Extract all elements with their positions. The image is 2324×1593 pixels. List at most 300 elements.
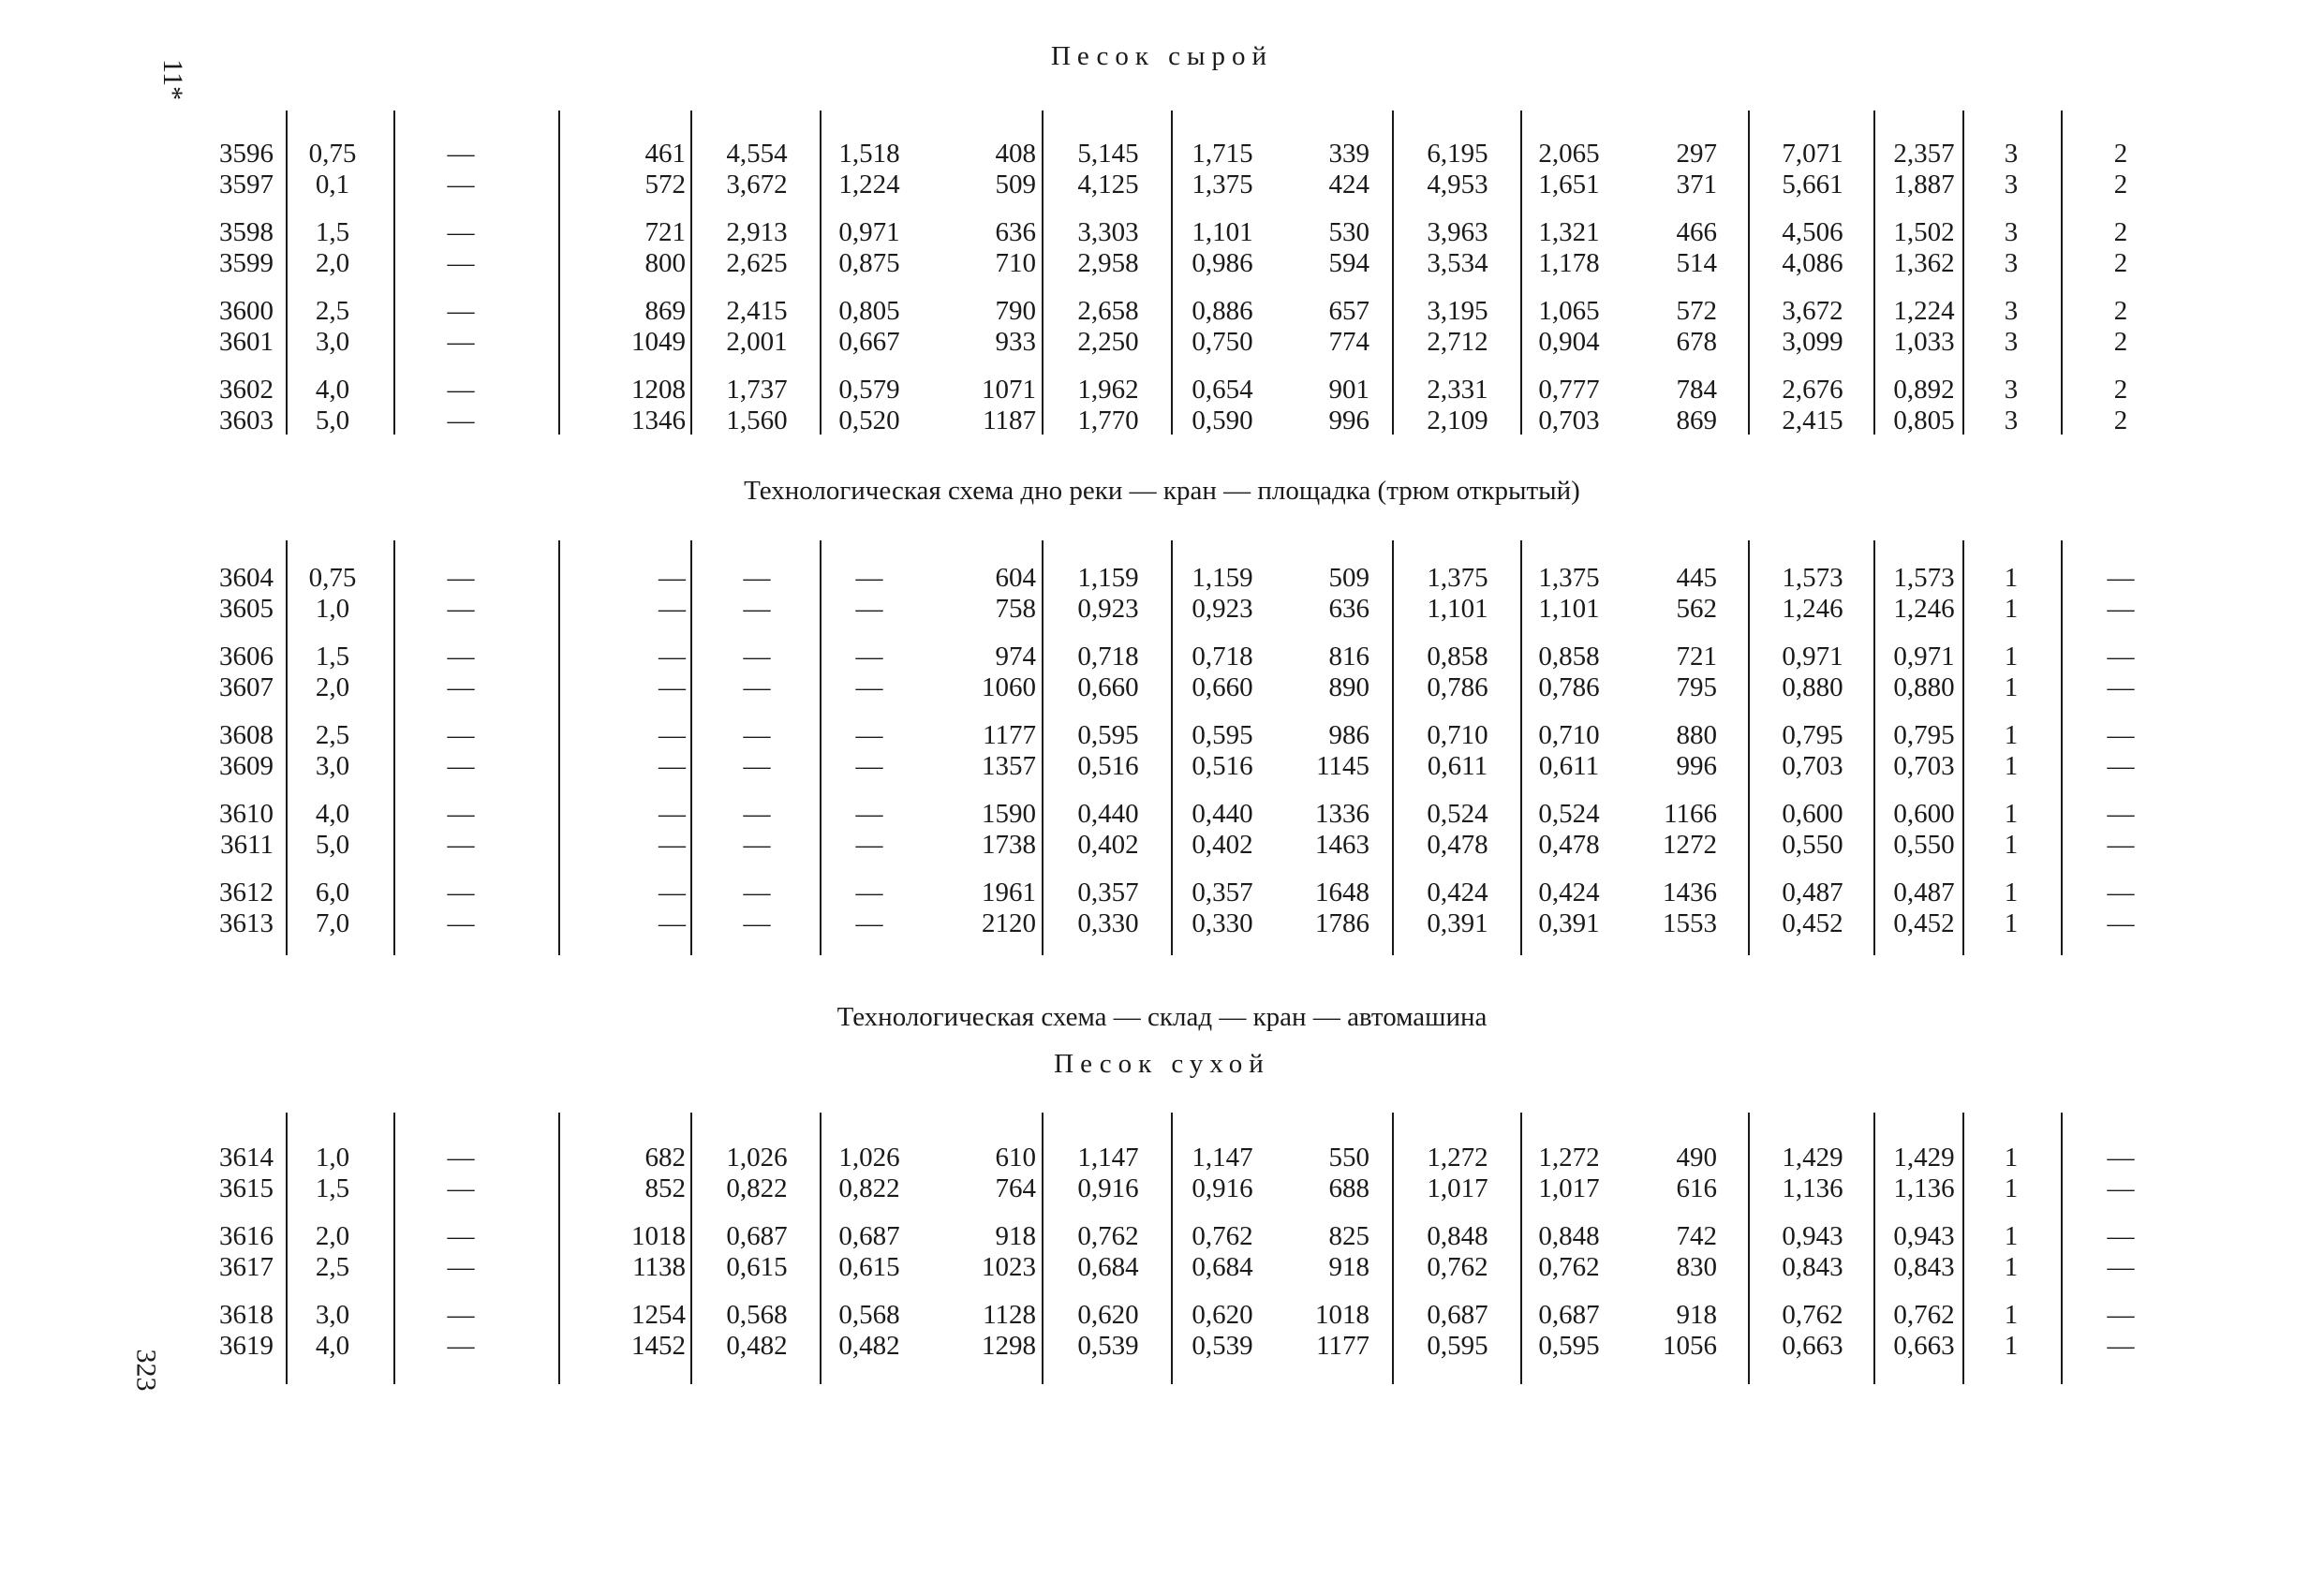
table-cell: 1,065 bbox=[1538, 296, 1600, 326]
table-cell: 4,086 bbox=[1782, 248, 1843, 278]
table-cell: 3,099 bbox=[1782, 327, 1843, 357]
table-cell: 0,795 bbox=[1782, 720, 1843, 750]
table-cell: 0,524 bbox=[1538, 799, 1600, 829]
row-number-cell: 3604 bbox=[219, 563, 274, 593]
table-cell: 1023 bbox=[982, 1252, 1036, 1282]
table-cell: 0,402 bbox=[1192, 830, 1253, 860]
table-cell: 1071 bbox=[982, 375, 1036, 405]
table-cell: 3 bbox=[2004, 217, 2019, 247]
table-cell: — bbox=[855, 594, 883, 624]
table-cell: 1177 bbox=[1316, 1331, 1369, 1361]
table-cell: 7,071 bbox=[1782, 139, 1843, 169]
table-cell: 3,0 bbox=[315, 1300, 350, 1330]
table-cell: 0,568 bbox=[838, 1300, 900, 1330]
table-cell: — bbox=[2107, 1173, 2135, 1203]
table-cell: 0,904 bbox=[1538, 327, 1600, 357]
table-cell: 0,667 bbox=[838, 327, 900, 357]
table-cell: 0,718 bbox=[1192, 642, 1253, 671]
table-cell: 1786 bbox=[1315, 908, 1369, 938]
table-cell: 6,0 bbox=[315, 878, 350, 907]
column-divider bbox=[1748, 540, 1750, 955]
table-cell: 880 bbox=[1676, 720, 1717, 750]
table-cell: 0,858 bbox=[1538, 642, 1600, 671]
table-cell: 4,554 bbox=[726, 139, 788, 169]
table-cell: 0,805 bbox=[838, 296, 900, 326]
column-divider bbox=[1392, 1113, 1394, 1384]
table-cell: 0,762 bbox=[1427, 1252, 1488, 1282]
table-cell: — bbox=[447, 799, 475, 829]
table-cell: — bbox=[2107, 751, 2135, 781]
table-cell: — bbox=[447, 594, 475, 624]
table-cell: — bbox=[2107, 1331, 2135, 1361]
table-cell: 1,560 bbox=[726, 406, 788, 435]
table-cell: 408 bbox=[995, 139, 1036, 169]
table-cell: 0,487 bbox=[1782, 878, 1843, 907]
table-cell: 1,246 bbox=[1782, 594, 1843, 624]
table-cell: 0,487 bbox=[1893, 878, 1955, 907]
table-cell: 1648 bbox=[1315, 878, 1369, 907]
table-cell: 0,452 bbox=[1782, 908, 1843, 938]
table-cell: 0,1 bbox=[315, 170, 350, 199]
table-cell: 0,762 bbox=[1192, 1221, 1253, 1251]
table-cell: 2,958 bbox=[1077, 248, 1139, 278]
table-cell: — bbox=[2107, 878, 2135, 907]
table-cell: 1272 bbox=[1663, 830, 1717, 860]
row-number-cell: 3615 bbox=[219, 1173, 274, 1203]
table-cell: — bbox=[659, 642, 686, 671]
table-cell: 2 bbox=[2113, 375, 2128, 405]
table-cell: — bbox=[447, 672, 475, 702]
table-cell: 1049 bbox=[631, 327, 686, 357]
table-cell: 466 bbox=[1676, 217, 1717, 247]
table-cell: 0,663 bbox=[1782, 1331, 1843, 1361]
table-cell: 1357 bbox=[982, 751, 1036, 781]
row-number-cell: 3602 bbox=[219, 375, 274, 405]
table-cell: 1961 bbox=[982, 878, 1036, 907]
row-number-cell: 3603 bbox=[219, 406, 274, 435]
column-divider bbox=[690, 111, 692, 435]
table-cell: 0,684 bbox=[1077, 1252, 1139, 1282]
page-number-top: 11* bbox=[156, 59, 188, 100]
table-cell: 918 bbox=[995, 1221, 1036, 1251]
table-cell: 800 bbox=[644, 248, 686, 278]
table-cell: 6,195 bbox=[1427, 139, 1488, 169]
section-heading-dry-sand: Песок сухой bbox=[1054, 1049, 1270, 1079]
table-cell: 1166 bbox=[1664, 799, 1717, 829]
table-cell: — bbox=[447, 327, 475, 357]
table-cell: 3 bbox=[2004, 248, 2019, 278]
table-cell: 1,962 bbox=[1077, 375, 1139, 405]
table-cell: 721 bbox=[1676, 642, 1717, 671]
row-number-cell: 3606 bbox=[219, 642, 274, 671]
table-cell: 1 bbox=[2004, 1252, 2019, 1282]
column-divider bbox=[690, 540, 692, 955]
table-cell: 1,224 bbox=[1893, 296, 1955, 326]
table-cell: 1056 bbox=[1663, 1331, 1717, 1361]
table-cell: 1,770 bbox=[1077, 406, 1139, 435]
table-cell: 1,017 bbox=[1538, 1173, 1600, 1203]
table-cell: 0,710 bbox=[1427, 720, 1488, 750]
table-cell: — bbox=[659, 908, 686, 938]
table-cell: 1,159 bbox=[1192, 563, 1253, 593]
row-number-cell: 3609 bbox=[219, 751, 274, 781]
table-cell: 0,620 bbox=[1077, 1300, 1139, 1330]
table-cell: 2 bbox=[2113, 217, 2128, 247]
table-cell: 0,786 bbox=[1538, 672, 1600, 702]
row-number-cell: 3599 bbox=[219, 248, 274, 278]
table-cell: 0,330 bbox=[1077, 908, 1139, 938]
table-cell: 1,5 bbox=[315, 217, 350, 247]
table-cell: 0,916 bbox=[1192, 1173, 1253, 1203]
table-cell: 0,391 bbox=[1538, 908, 1600, 938]
table-cell: 1,101 bbox=[1538, 594, 1600, 624]
table-cell: 1,375 bbox=[1192, 170, 1253, 199]
page-number: 323 bbox=[130, 1349, 162, 1392]
row-number-cell: 3612 bbox=[219, 878, 274, 907]
table-cell: — bbox=[743, 720, 771, 750]
table-cell: 1,715 bbox=[1192, 139, 1253, 169]
table-cell: — bbox=[447, 1143, 475, 1173]
column-divider bbox=[558, 111, 560, 435]
table-cell: 0,482 bbox=[838, 1331, 900, 1361]
table-cell: 0,660 bbox=[1192, 672, 1253, 702]
table-cell: — bbox=[447, 1221, 475, 1251]
table-cell: — bbox=[855, 751, 883, 781]
table-cell: 2,001 bbox=[726, 327, 788, 357]
table-cell: 1 bbox=[2004, 720, 2019, 750]
table-cell: — bbox=[447, 170, 475, 199]
table-cell: 0,620 bbox=[1192, 1300, 1253, 1330]
table-cell: 0,684 bbox=[1192, 1252, 1253, 1282]
table-cell: 2 bbox=[2113, 296, 2128, 326]
table-cell: — bbox=[659, 594, 686, 624]
table-cell: 0,663 bbox=[1893, 1331, 1955, 1361]
table-cell: 1,887 bbox=[1893, 170, 1955, 199]
table-cell: 461 bbox=[644, 139, 686, 169]
table-cell: 0,595 bbox=[1427, 1331, 1488, 1361]
column-divider bbox=[1748, 1113, 1750, 1384]
table-cell: 5,0 bbox=[315, 406, 350, 435]
row-number-cell: 3600 bbox=[219, 296, 274, 326]
table-cell: — bbox=[447, 1300, 475, 1330]
table-cell: 1590 bbox=[982, 799, 1036, 829]
table-cell: — bbox=[447, 642, 475, 671]
column-divider bbox=[1042, 540, 1044, 955]
table-cell: 4,0 bbox=[315, 799, 350, 829]
table-cell: 1 bbox=[2004, 1173, 2019, 1203]
table-cell: 678 bbox=[1676, 327, 1717, 357]
table-cell: 0,875 bbox=[838, 248, 900, 278]
table-cell: 0,687 bbox=[1427, 1300, 1488, 1330]
table-cell: 2 bbox=[2113, 248, 2128, 278]
table-cell: 0,943 bbox=[1782, 1221, 1843, 1251]
table-cell: 3,0 bbox=[315, 751, 350, 781]
table-cell: — bbox=[855, 642, 883, 671]
column-divider bbox=[1042, 111, 1044, 435]
table-cell: 2,712 bbox=[1427, 327, 1488, 357]
table-cell: — bbox=[743, 563, 771, 593]
table-cell: 1,147 bbox=[1192, 1143, 1253, 1173]
table-cell: 1,573 bbox=[1782, 563, 1843, 593]
table-cell: 0,478 bbox=[1538, 830, 1600, 860]
table-cell: 1,518 bbox=[838, 139, 900, 169]
table-cell: 1,136 bbox=[1893, 1173, 1955, 1203]
table-cell: — bbox=[2107, 720, 2135, 750]
table-cell: 636 bbox=[995, 217, 1036, 247]
table-cell: 986 bbox=[1328, 720, 1369, 750]
table-cell: 4,953 bbox=[1427, 170, 1488, 199]
table-cell: 1,429 bbox=[1893, 1143, 1955, 1173]
table-cell: 1336 bbox=[1315, 799, 1369, 829]
table-cell: 2 bbox=[2113, 327, 2128, 357]
table-cell: 830 bbox=[1676, 1252, 1717, 1282]
table-cell: 636 bbox=[1328, 594, 1369, 624]
table-cell: 2 bbox=[2113, 170, 2128, 199]
table-cell: — bbox=[447, 375, 475, 405]
table-cell: 0,330 bbox=[1192, 908, 1253, 938]
table-cell: 1 bbox=[2004, 1331, 2019, 1361]
table-cell: 0,520 bbox=[838, 406, 900, 435]
table-cell: — bbox=[2107, 830, 2135, 860]
section-heading-riverbed-scheme: Технологическая схема дно реки — кран — площадка (трюм открытый) bbox=[744, 476, 1580, 506]
table-cell: 996 bbox=[1328, 406, 1369, 435]
table-cell: 764 bbox=[995, 1173, 1036, 1203]
table-cell: 0,568 bbox=[726, 1300, 788, 1330]
table-cell: 1 bbox=[2004, 799, 2019, 829]
row-number-cell: 3598 bbox=[219, 217, 274, 247]
table-cell: 562 bbox=[1676, 594, 1717, 624]
table-cell: 933 bbox=[995, 327, 1036, 357]
table-cell: — bbox=[2107, 642, 2135, 671]
table-cell: — bbox=[855, 799, 883, 829]
table-cell: — bbox=[447, 1173, 475, 1203]
table-cell: 572 bbox=[1676, 296, 1717, 326]
table-cell: 0,539 bbox=[1077, 1331, 1139, 1361]
table-cell: 1,0 bbox=[315, 594, 350, 624]
table-cell: — bbox=[447, 1331, 475, 1361]
table-cell: — bbox=[855, 878, 883, 907]
table-cell: — bbox=[855, 672, 883, 702]
table-cell: 3,195 bbox=[1427, 296, 1488, 326]
table-cell: 5,145 bbox=[1077, 139, 1139, 169]
table-cell: 0,478 bbox=[1427, 830, 1488, 860]
table-cell: 1177 bbox=[983, 720, 1036, 750]
table-cell: 1,224 bbox=[838, 170, 900, 199]
row-number-cell: 3611 bbox=[220, 830, 274, 860]
table-cell: 1,026 bbox=[838, 1143, 900, 1173]
table-cell: 2,0 bbox=[315, 1221, 350, 1251]
table-cell: — bbox=[447, 406, 475, 435]
table-cell: 509 bbox=[1328, 563, 1369, 593]
table-cell: 742 bbox=[1676, 1221, 1717, 1251]
table-cell: 1 bbox=[2004, 830, 2019, 860]
table-cell: 0,718 bbox=[1077, 642, 1139, 671]
table-cell: 1 bbox=[2004, 642, 2019, 671]
table-cell: 1,375 bbox=[1427, 563, 1488, 593]
table-cell: 0,822 bbox=[838, 1173, 900, 1203]
column-divider bbox=[1042, 1113, 1044, 1384]
table-cell: 3 bbox=[2004, 296, 2019, 326]
table-cell: 774 bbox=[1328, 327, 1369, 357]
table-cell: 3,534 bbox=[1427, 248, 1488, 278]
table-cell: 2,415 bbox=[1782, 406, 1843, 435]
table-cell: — bbox=[447, 563, 475, 593]
table-cell: 2,5 bbox=[315, 1252, 350, 1282]
column-divider bbox=[558, 540, 560, 955]
table-cell: 509 bbox=[995, 170, 1036, 199]
table-cell: — bbox=[743, 751, 771, 781]
table-cell: 1,159 bbox=[1077, 563, 1139, 593]
table-cell: 0,611 bbox=[1427, 751, 1488, 781]
table-cell: 0,880 bbox=[1893, 672, 1955, 702]
column-divider bbox=[393, 1113, 395, 1384]
column-divider bbox=[1392, 111, 1394, 435]
table-cell: 0,440 bbox=[1077, 799, 1139, 829]
table-cell: — bbox=[447, 720, 475, 750]
table-cell: 2,0 bbox=[315, 672, 350, 702]
table-cell: 1,737 bbox=[726, 375, 788, 405]
row-number-cell: 3614 bbox=[219, 1143, 274, 1173]
table-cell: 1 bbox=[2004, 594, 2019, 624]
column-divider bbox=[1392, 540, 1394, 955]
table-cell: 816 bbox=[1328, 642, 1369, 671]
column-divider bbox=[393, 540, 395, 955]
table-cell: 0,943 bbox=[1893, 1221, 1955, 1251]
row-number-cell: 3608 bbox=[219, 720, 274, 750]
table-cell: 297 bbox=[1676, 139, 1717, 169]
table-cell: — bbox=[743, 908, 771, 938]
table-cell: — bbox=[743, 878, 771, 907]
table-cell: 339 bbox=[1328, 139, 1369, 169]
table-cell: 3 bbox=[2004, 406, 2019, 435]
table-cell: 1,101 bbox=[1192, 217, 1253, 247]
row-number-cell: 3610 bbox=[219, 799, 274, 829]
table-cell: — bbox=[855, 830, 883, 860]
table-cell: 1 bbox=[2004, 1221, 2019, 1251]
table-cell: 0,843 bbox=[1782, 1252, 1843, 1282]
column-divider bbox=[393, 111, 395, 435]
table-cell: 0,590 bbox=[1192, 406, 1253, 435]
table-cell: 890 bbox=[1328, 672, 1369, 702]
table-cell: 0,843 bbox=[1893, 1252, 1955, 1282]
table-cell: 918 bbox=[1328, 1252, 1369, 1282]
row-number-cell: 3597 bbox=[219, 170, 274, 199]
table-cell: 3 bbox=[2004, 375, 2019, 405]
table-cell: 869 bbox=[1676, 406, 1717, 435]
table-cell: — bbox=[743, 642, 771, 671]
table-cell: 0,524 bbox=[1427, 799, 1488, 829]
table-cell: 4,506 bbox=[1782, 217, 1843, 247]
table-cell: 1,375 bbox=[1538, 563, 1600, 593]
table-cell: 1187 bbox=[983, 406, 1036, 435]
table-cell: 1436 bbox=[1663, 878, 1717, 907]
table-cell: 1452 bbox=[631, 1331, 686, 1361]
table-cell: 0,550 bbox=[1893, 830, 1955, 860]
table-cell: 795 bbox=[1676, 672, 1717, 702]
table-cell: 0,916 bbox=[1077, 1173, 1139, 1203]
table-cell: 0,75 bbox=[308, 563, 357, 593]
table-cell: 1060 bbox=[982, 672, 1036, 702]
table-cell: 0,762 bbox=[1782, 1300, 1843, 1330]
table-cell: 0,795 bbox=[1893, 720, 1955, 750]
row-number-cell: 3605 bbox=[219, 594, 274, 624]
table-cell: — bbox=[2107, 908, 2135, 938]
table-cell: 0,516 bbox=[1192, 751, 1253, 781]
table-cell: — bbox=[855, 908, 883, 938]
table-cell: — bbox=[447, 878, 475, 907]
table-cell: 2 bbox=[2113, 406, 2128, 435]
table-cell: — bbox=[2107, 563, 2135, 593]
table-cell: — bbox=[659, 563, 686, 593]
table-cell: 1,272 bbox=[1427, 1143, 1488, 1173]
table-cell: 0,886 bbox=[1192, 296, 1253, 326]
table-cell: 1145 bbox=[1316, 751, 1369, 781]
table-cell: 1,362 bbox=[1893, 248, 1955, 278]
table-cell: — bbox=[447, 217, 475, 247]
table-cell: 0,880 bbox=[1782, 672, 1843, 702]
table-cell: 1,0 bbox=[315, 1143, 350, 1173]
table-cell: — bbox=[659, 830, 686, 860]
table-cell: — bbox=[659, 672, 686, 702]
table-cell: 3 bbox=[2004, 327, 2019, 357]
table-cell: — bbox=[447, 139, 475, 169]
table-cell: 0,858 bbox=[1427, 642, 1488, 671]
table-cell: 2,331 bbox=[1427, 375, 1488, 405]
table-cell: — bbox=[2107, 1252, 2135, 1282]
table-cell: 445 bbox=[1676, 563, 1717, 593]
table-cell: 604 bbox=[995, 563, 1036, 593]
row-number-cell: 3619 bbox=[219, 1331, 274, 1361]
table-cell: 2120 bbox=[982, 908, 1036, 938]
table-cell: — bbox=[2107, 672, 2135, 702]
table-cell: 0,710 bbox=[1538, 720, 1600, 750]
table-cell: — bbox=[2107, 1143, 2135, 1173]
table-cell: 0,391 bbox=[1427, 908, 1488, 938]
table-cell: 616 bbox=[1676, 1173, 1717, 1203]
table-cell: — bbox=[447, 908, 475, 938]
table-cell: 852 bbox=[644, 1173, 686, 1203]
table-cell: 0,786 bbox=[1427, 672, 1488, 702]
table-cell: 1,147 bbox=[1077, 1143, 1139, 1173]
table-cell: 0,971 bbox=[838, 217, 900, 247]
table-cell: — bbox=[447, 751, 475, 781]
table-cell: 758 bbox=[995, 594, 1036, 624]
table-cell: 1,5 bbox=[315, 642, 350, 671]
table-cell: 1 bbox=[2004, 751, 2019, 781]
table-cell: 1346 bbox=[631, 406, 686, 435]
table-cell: 2,625 bbox=[726, 248, 788, 278]
table-cell: 0,402 bbox=[1077, 830, 1139, 860]
table-cell: 657 bbox=[1328, 296, 1369, 326]
table-cell: 1738 bbox=[982, 830, 1036, 860]
table-cell: — bbox=[659, 751, 686, 781]
table-cell: 1128 bbox=[983, 1300, 1036, 1330]
table-cell: 0,600 bbox=[1782, 799, 1843, 829]
table-cell: 3,672 bbox=[1782, 296, 1843, 326]
table-cell: — bbox=[2107, 799, 2135, 829]
table-cell: 1,026 bbox=[726, 1143, 788, 1173]
table-cell: 3,0 bbox=[315, 327, 350, 357]
table-cell: 7,0 bbox=[315, 908, 350, 938]
table-cell: 710 bbox=[995, 248, 1036, 278]
table-cell: 1463 bbox=[1315, 830, 1369, 860]
table-cell: 0,923 bbox=[1192, 594, 1253, 624]
table-cell: 550 bbox=[1328, 1143, 1369, 1173]
column-divider bbox=[558, 1113, 560, 1384]
table-cell: 2,658 bbox=[1077, 296, 1139, 326]
table-cell: 0,777 bbox=[1538, 375, 1600, 405]
table-cell: 1 bbox=[2004, 672, 2019, 702]
